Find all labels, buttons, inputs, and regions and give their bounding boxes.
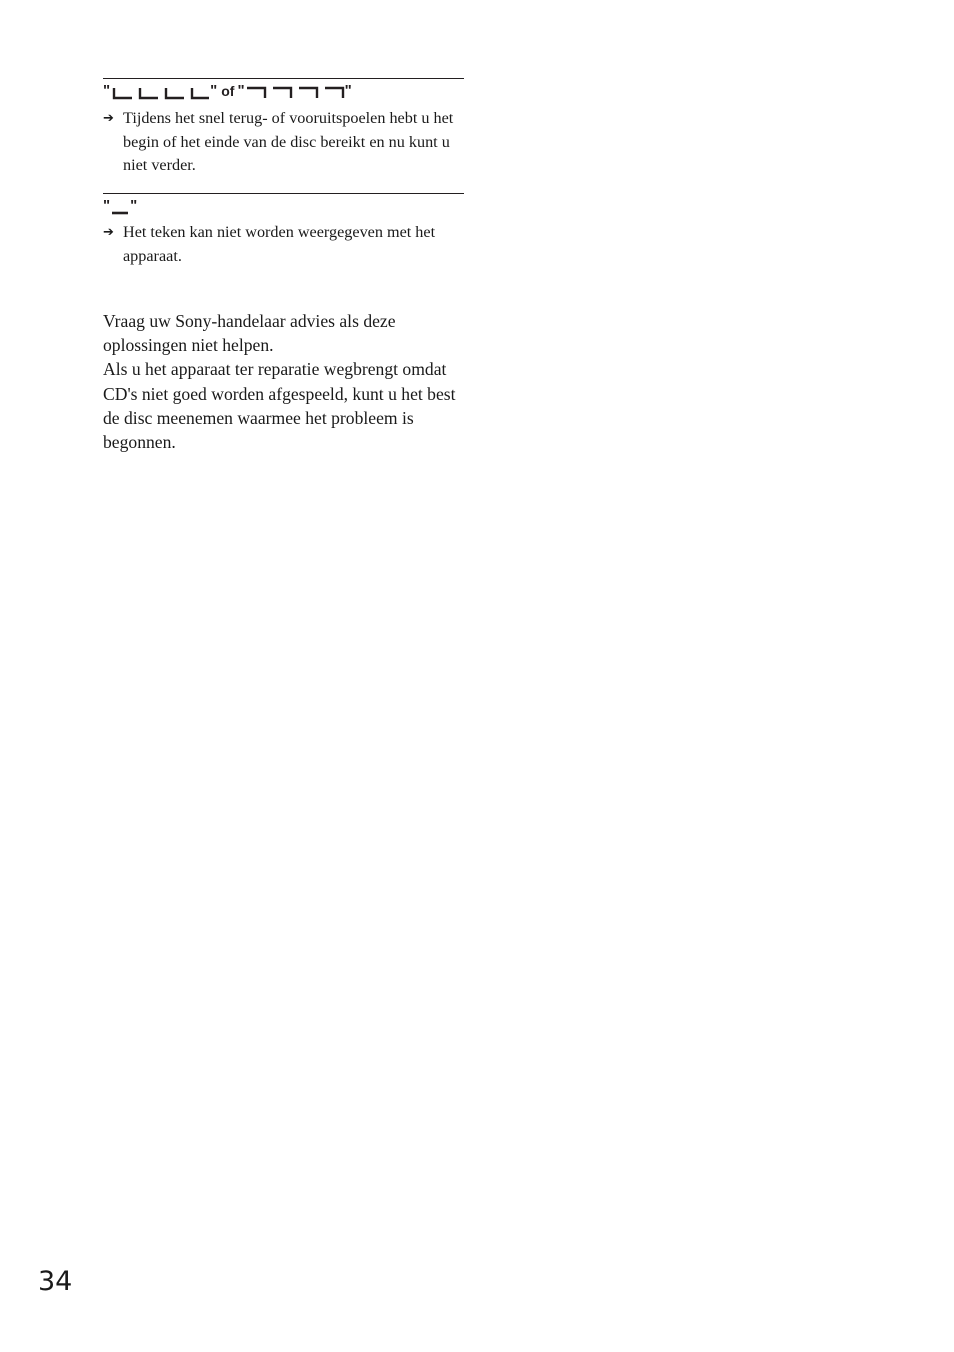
section-heading [103,79,464,101]
section-unsupported-character [103,193,464,268]
quote-close: " [210,82,218,99]
list-item [103,221,464,268]
quote-close: " [130,197,138,214]
section-heading [103,194,464,216]
list-item [103,107,464,178]
quote-open: " [103,197,111,214]
closing-paragraph: Vraag uw Sony-handelaar advies als deze oplossingen niet helpen. [103,311,396,356]
section-rewind-forward [103,78,464,178]
arrow-right-icon: ➔ [103,111,114,126]
heading-connector: of [221,83,235,99]
quote-close: " [344,82,352,99]
item-text: Het teken kan niet worden weergegeven met het apparaat. [123,223,436,265]
quote-open: " [237,82,245,99]
arrow-right-icon: ➔ [103,225,114,240]
page-number: 34 [38,1266,73,1297]
segment-forward-icon [245,85,345,101]
segment-rewind-icon [110,85,210,101]
closing-text [103,309,464,454]
item-text: Tijdens het snel terug- of vooruitspoelen hebt u het begin of het einde van de disc bereikt en nu kunt u niet verder. [123,109,454,174]
segment-dash-icon [110,200,130,216]
quote-open: " [103,82,111,99]
closing-paragraph: Als u het apparaat ter reparatie wegbrengt omdat CD's niet goed worden afgespeeld, kunt u het best de disc meenemen waarmee het probleem is begonnen. [103,359,456,453]
